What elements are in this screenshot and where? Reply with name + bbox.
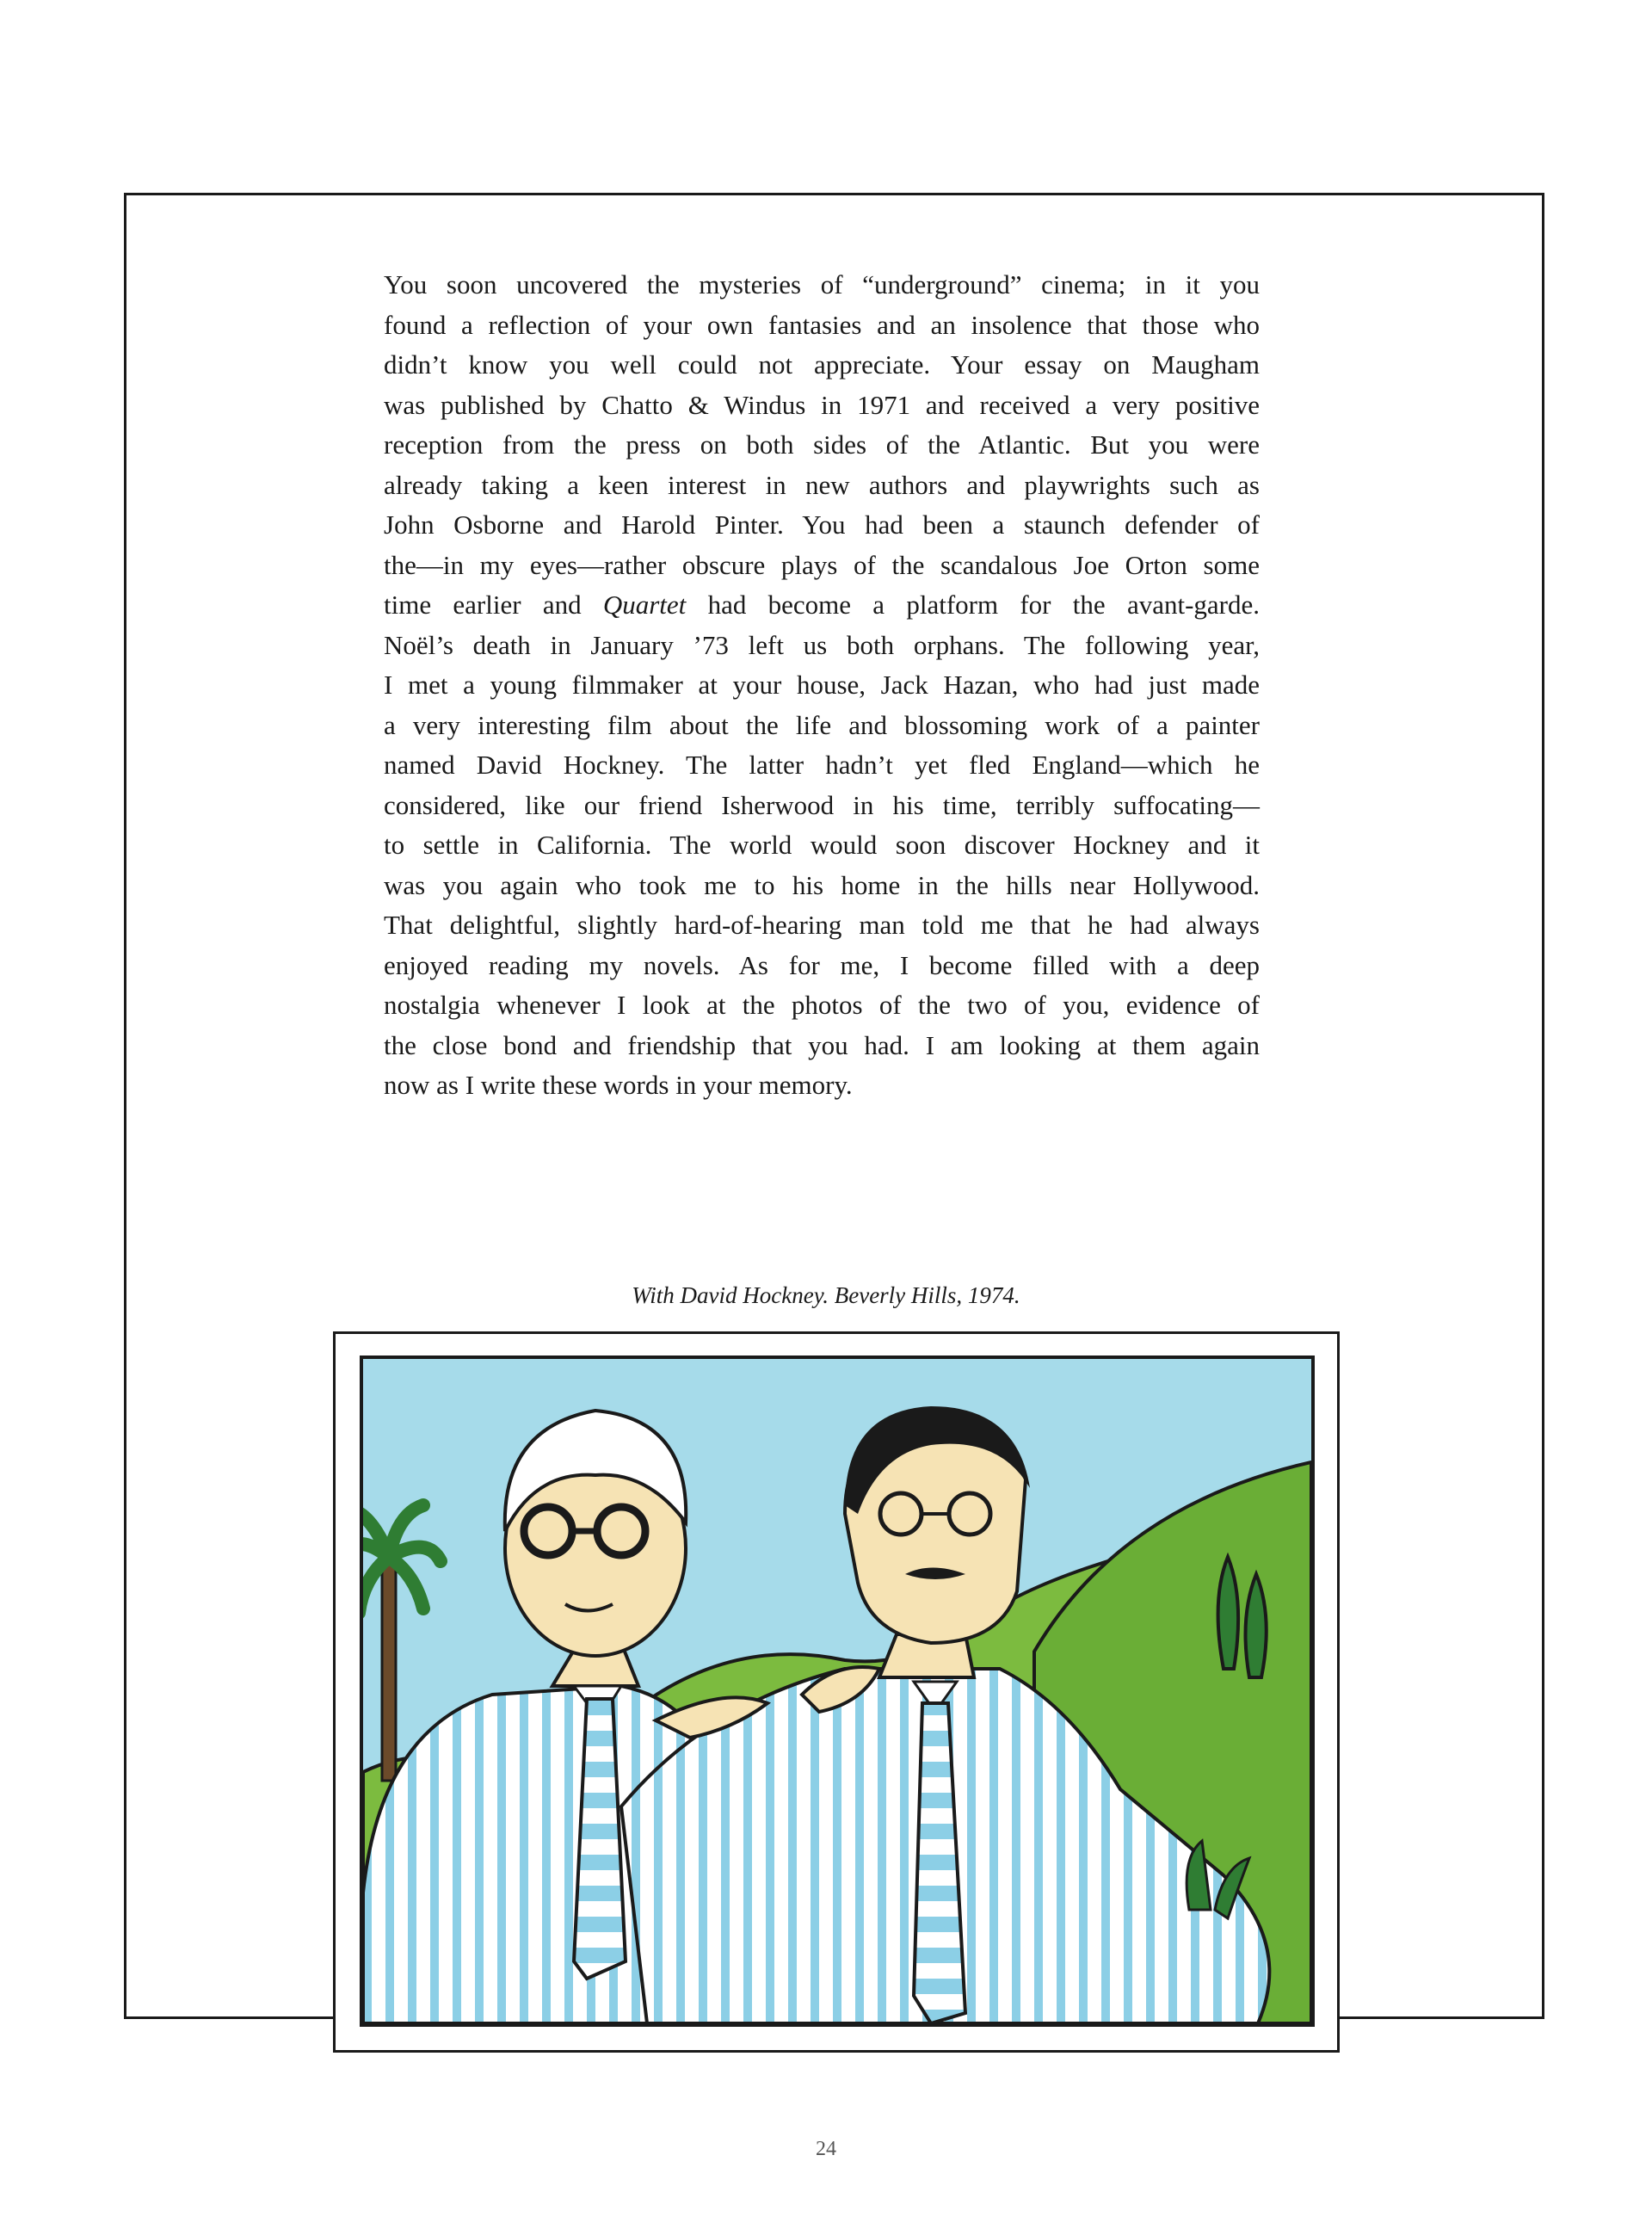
- body-line: reception from the press on both sides of the Atlantic. But you were: [384, 429, 1260, 460]
- body-line: Noël’s death in January ’73 left us both orphans. The following year,: [384, 629, 1260, 660]
- italic-title: Quartet: [602, 590, 687, 620]
- body-line: I met a young filmmaker at your house, Jack Hazan, who had just made: [384, 670, 1260, 700]
- body-line: the close bond and friendship that you had. I am looking at them again: [384, 1029, 1260, 1060]
- body-line: considered, like our friend Isherwood in his time, terribly suffocating—: [384, 789, 1260, 820]
- body-line-part: had become a platform for the avant-garde.: [686, 590, 1260, 620]
- body-line: You soon uncovered the mysteries of “underground” cinema; in it you: [384, 269, 1260, 300]
- body-line: nostalgia whenever I look at the photos of the two of you, evidence of: [384, 990, 1260, 1020]
- photo-caption: With David Hockney. Beverly Hills, 1974.: [632, 1282, 1020, 1308]
- body-line-part: time earlier and: [384, 590, 603, 620]
- body-line: was published by Chatto & Windus in 1971 and received a very positive: [384, 389, 1260, 420]
- illustration-panel: [360, 1356, 1315, 2027]
- body-line: That delightful, slightly hard-of-hearing man told me that he had always: [384, 910, 1260, 940]
- body-line: John Osborne and Harold Pinter. You had been a staunch defender of: [384, 509, 1260, 540]
- body-line: enjoyed reading my novels. As for me, I become filled with a deep: [384, 949, 1260, 980]
- body-text: [384, 265, 1260, 1106]
- body-line: now as I write these words in your memory.: [384, 1070, 853, 1100]
- body-line: named David Hockney. The latter hadn’t yet fled England—which he: [384, 750, 1260, 780]
- body-line: to settle in California. The world would soon discover Hockney and it: [384, 830, 1260, 860]
- body-line: already taking a keen interest in new authors and playwrights such as: [384, 469, 1260, 500]
- page-number: 24: [816, 2138, 836, 2160]
- body-line: didn’t know you well could not appreciate. Your essay on Maugham: [384, 349, 1260, 380]
- body-line: found a reflection of your own fantasies and an insolence that those who: [384, 309, 1260, 340]
- body-line: the—in my eyes—rather obscure plays of the scandalous Joe Orton some: [384, 549, 1260, 580]
- body-line-quartet: [384, 585, 1260, 626]
- illustration-svg: [363, 1359, 1311, 2023]
- body-line: was you again who took me to his home in the hills near Hollywood.: [384, 869, 1260, 900]
- body-line: a very interesting film about the life and blossoming work of a painter: [384, 709, 1260, 740]
